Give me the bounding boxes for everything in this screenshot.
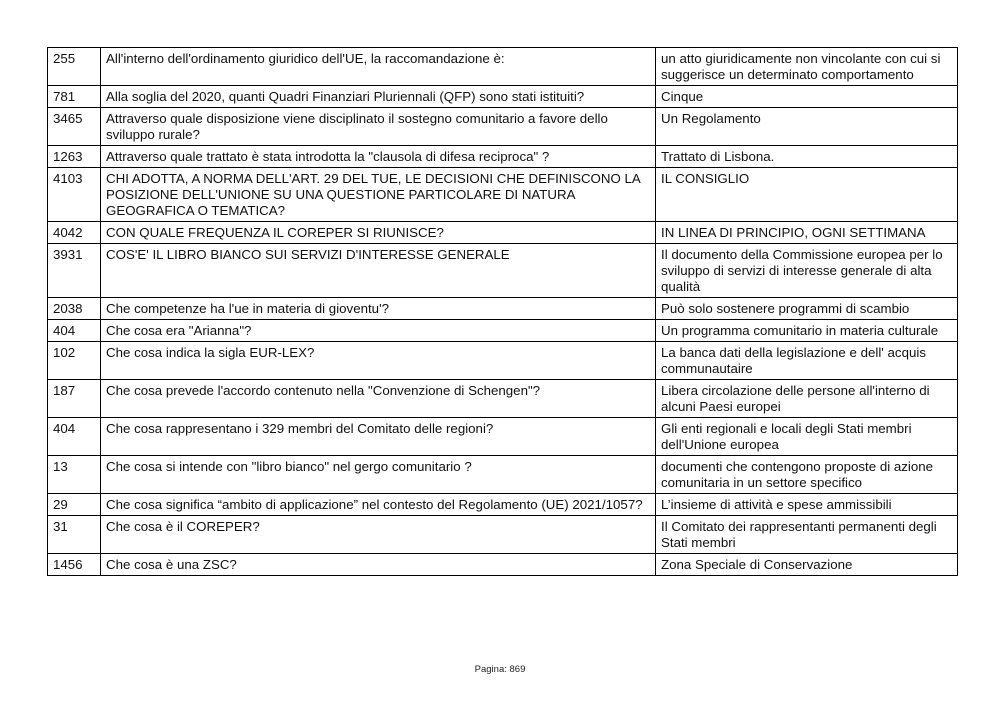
question-number: 1456 <box>48 554 101 576</box>
answer-text: Un programma comunitario in materia culturale <box>656 320 958 342</box>
question-text: Attraverso quale trattato è stata introdotta la "clausola di difesa reciproca" ? <box>101 146 656 168</box>
question-number: 187 <box>48 380 101 418</box>
question-number: 3931 <box>48 244 101 298</box>
question-number: 3465 <box>48 108 101 146</box>
answer-text: un atto giuridicamente non vincolante con cui si suggerisce un determinato comportamento <box>656 48 958 86</box>
table-row <box>48 554 958 576</box>
table-row <box>48 380 958 418</box>
question-text: Che cosa prevede l'accordo contenuto nella "Convenzione di Schengen"? <box>101 380 656 418</box>
questions-table-body <box>48 48 958 576</box>
answer-text: Trattato di Lisbona. <box>656 146 958 168</box>
question-number: 2038 <box>48 298 101 320</box>
question-number: 31 <box>48 516 101 554</box>
question-number: 4042 <box>48 222 101 244</box>
question-text: CHI ADOTTA, A NORMA DELL'ART. 29 DEL TUE, LE DECISIONI CHE DEFINISCONO LA POSIZIONE DELL'UNIONE SU UNA QUESTIONE PARTICOLARE DI NATURA GEOGRAFICA O TEMATICA? <box>101 168 656 222</box>
answer-text: L’insieme di attività e spese ammissibili <box>656 494 958 516</box>
question-text: Che cosa significa “ambito di applicazione” nel contesto del Regolamento (UE) 2021/1057? <box>101 494 656 516</box>
question-text: Che cosa indica la sigla EUR-LEX? <box>101 342 656 380</box>
page-number: Pagina: 869 <box>474 664 526 675</box>
answer-text: Zona Speciale di Conservazione <box>656 554 958 576</box>
table-row <box>48 108 958 146</box>
question-text: All'interno dell'ordinamento giuridico dell'UE, la raccomandazione è: <box>101 48 656 86</box>
table-row <box>48 168 958 222</box>
question-number: 255 <box>48 48 101 86</box>
question-number: 102 <box>48 342 101 380</box>
answer-text: Libera circolazione delle persone all'interno di alcuni Paesi europei <box>656 380 958 418</box>
table-row <box>48 48 958 86</box>
question-text: Che cosa rappresentano i 329 membri del Comitato delle regioni? <box>101 418 656 456</box>
question-text: Attraverso quale disposizione viene disciplinato il sostegno comunitario a favore dello sviluppo rurale? <box>101 108 656 146</box>
table-row <box>48 146 958 168</box>
table-row <box>48 298 958 320</box>
table-row <box>48 516 958 554</box>
question-number: 29 <box>48 494 101 516</box>
table-row <box>48 244 958 298</box>
answer-text: Gli enti regionali e locali degli Stati membri dell'Unione europea <box>656 418 958 456</box>
question-number: 404 <box>48 418 101 456</box>
question-text: COS'E' IL LIBRO BIANCO SUI SERVIZI D'INTERESSE GENERALE <box>101 244 656 298</box>
question-number: 781 <box>48 86 101 108</box>
answer-text: Cinque <box>656 86 958 108</box>
question-number: 1263 <box>48 146 101 168</box>
question-number: 404 <box>48 320 101 342</box>
table-row <box>48 418 958 456</box>
question-text: Che competenze ha l'ue in materia di gioventu'? <box>101 298 656 320</box>
question-number: 4103 <box>48 168 101 222</box>
questions-table <box>47 47 958 576</box>
answer-text: Può solo sostenere programmi di scambio <box>656 298 958 320</box>
question-text: Alla soglia del 2020, quanti Quadri Finanziari Pluriennali (QFP) sono stati istituiti? <box>101 86 656 108</box>
question-number: 13 <box>48 456 101 494</box>
answer-text: Il Comitato dei rappresentanti permanenti degli Stati membri <box>656 516 958 554</box>
table-row <box>48 456 958 494</box>
question-text: Che cosa è una ZSC? <box>101 554 656 576</box>
table-row <box>48 342 958 380</box>
answer-text: La banca dati della legislazione e dell' acquis communautaire <box>656 342 958 380</box>
answer-text: IL CONSIGLIO <box>656 168 958 222</box>
question-text: CON QUALE FREQUENZA IL COREPER SI RIUNISCE? <box>101 222 656 244</box>
table-row <box>48 494 958 516</box>
answer-text: Un Regolamento <box>656 108 958 146</box>
answer-text: Il documento della Commissione europea per lo sviluppo di servizi di interesse generale di alta qualità <box>656 244 958 298</box>
table-row <box>48 222 958 244</box>
question-text: Che cosa era "Arianna"? <box>101 320 656 342</box>
answer-text: documenti che contengono proposte di azione comunitaria in un settore specifico <box>656 456 958 494</box>
answer-text: IN LINEA DI PRINCIPIO, OGNI SETTIMANA <box>656 222 958 244</box>
question-text: Che cosa si intende con "libro bianco" nel gergo comunitario ? <box>101 456 656 494</box>
table-row <box>48 320 958 342</box>
table-row <box>48 86 958 108</box>
question-text: Che cosa è il COREPER? <box>101 516 656 554</box>
